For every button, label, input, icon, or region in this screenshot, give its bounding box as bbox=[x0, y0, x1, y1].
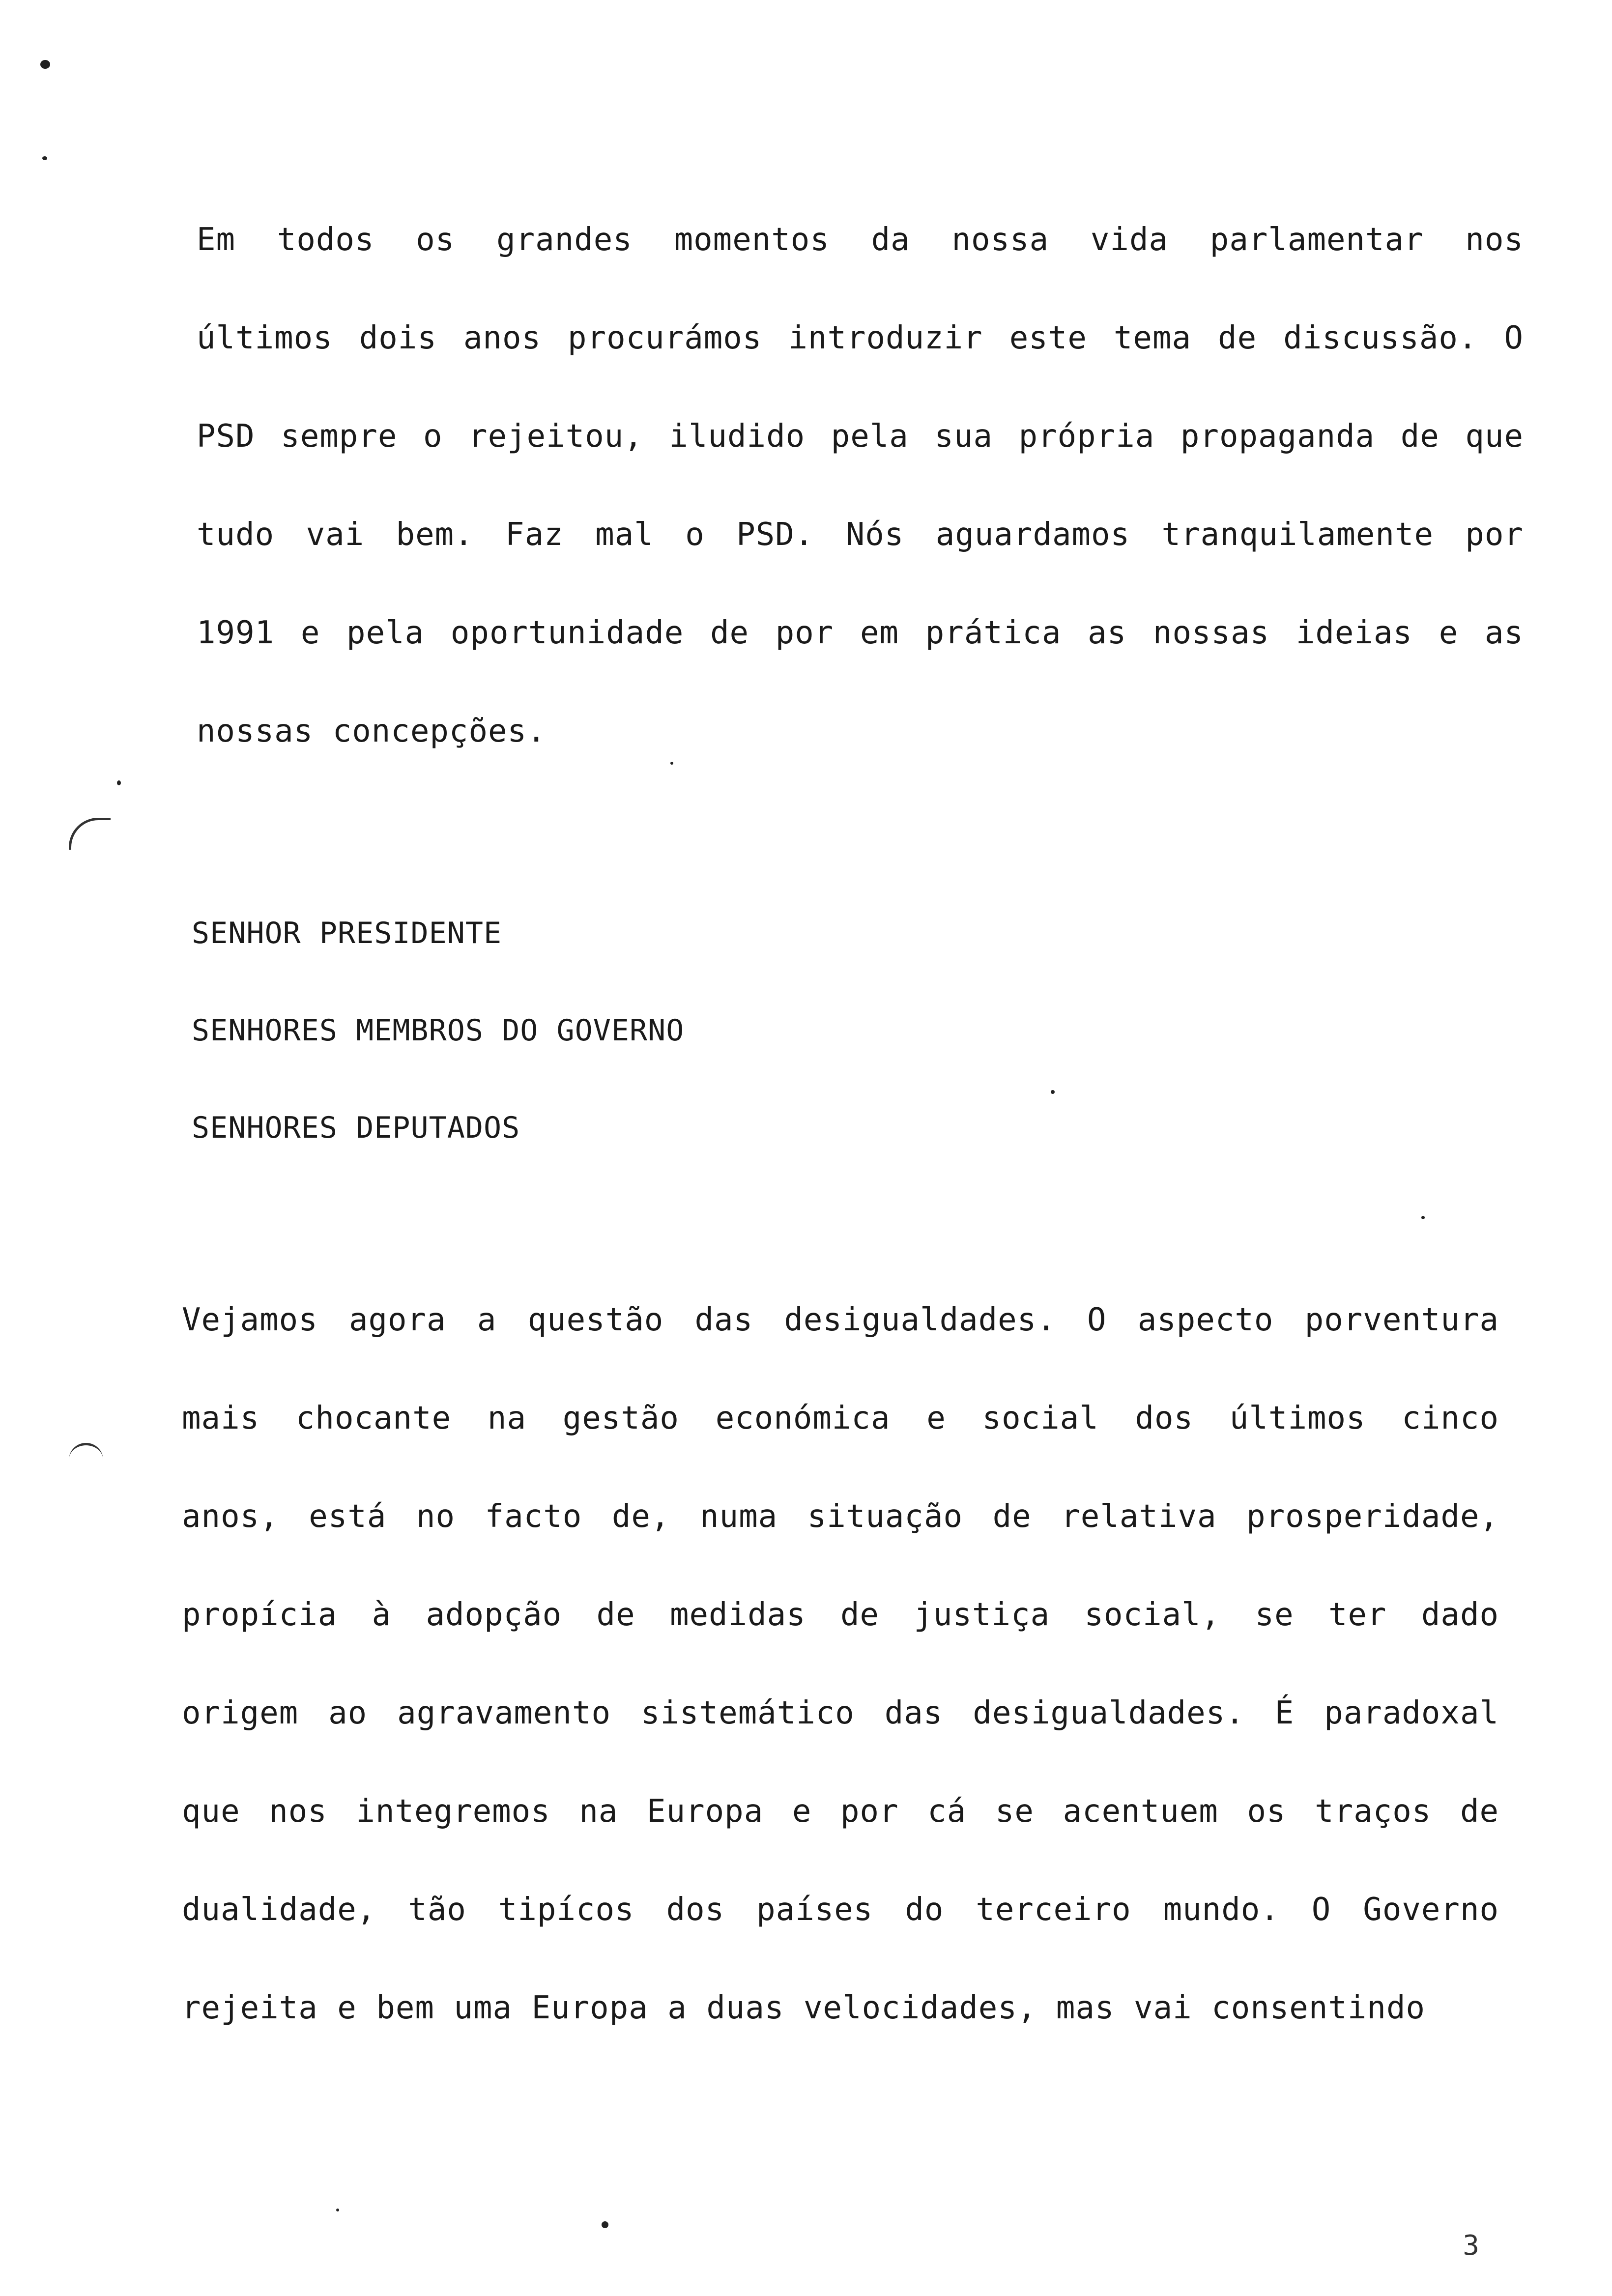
text-line: rejeita e bem uma Europa a duas velocidades, mas vai consentindo bbox=[182, 1990, 1425, 2026]
scan-speck bbox=[602, 2221, 608, 2228]
text-line: tudo vai bem. Faz mal o PSD. Nós aguardamos tranquilamente por bbox=[197, 517, 1524, 553]
text-line: PSD sempre o rejeitou, iludido pela sua própria propaganda de que bbox=[197, 418, 1524, 455]
address-line: SENHORES DEPUTADOS bbox=[192, 1111, 520, 1145]
paragraph-1 bbox=[197, 191, 1524, 780]
text-line: mais chocante na gestão económica e social dos últimos cinco bbox=[182, 1400, 1499, 1436]
scan-speck bbox=[1421, 1216, 1425, 1219]
text-line: origem ao agravamento sistemático das desigualdades. É paradoxal bbox=[182, 1695, 1499, 1731]
scan-speck bbox=[1051, 1090, 1055, 1094]
address-line: SENHORES MEMBROS DO GOVERNO bbox=[192, 1013, 685, 1048]
address-line: SENHOR PRESIDENTE bbox=[192, 916, 502, 950]
scan-margin-mark bbox=[69, 1443, 103, 1460]
scan-speck bbox=[336, 2209, 339, 2211]
text-line: anos, está no facto de, numa situação de relativa prosperidade, bbox=[182, 1498, 1499, 1535]
text-line: Em todos os grandes momentos da nossa vida parlamentar nos bbox=[197, 222, 1524, 258]
text-line: nossas concepções. bbox=[197, 713, 547, 749]
text-line: que nos integremos na Europa e por cá se acentuem os traços de bbox=[182, 1793, 1499, 1830]
text-line: últimos dois anos procurámos introduzir este tema de discussão. O bbox=[197, 320, 1524, 356]
text-line: Vejamos agora a questão das desigualdades. O aspecto porventura bbox=[182, 1302, 1499, 1338]
scan-margin-mark bbox=[69, 818, 111, 850]
scan-speck bbox=[42, 156, 47, 160]
text-line: 1991 e pela oportunidade de por em prática as nossas ideias e as bbox=[197, 615, 1524, 651]
scan-speck bbox=[117, 780, 121, 785]
scan-speck bbox=[40, 60, 50, 69]
address-block bbox=[192, 885, 684, 1177]
page-number: 3 bbox=[1463, 2230, 1479, 2262]
text-line: propícia à adopção de medidas de justiça social, se ter dado bbox=[182, 1597, 1499, 1633]
text-line: dualidade, tão tipícos dos países do terceiro mundo. O Governo bbox=[182, 1892, 1499, 1928]
paragraph-2 bbox=[182, 1271, 1499, 2057]
